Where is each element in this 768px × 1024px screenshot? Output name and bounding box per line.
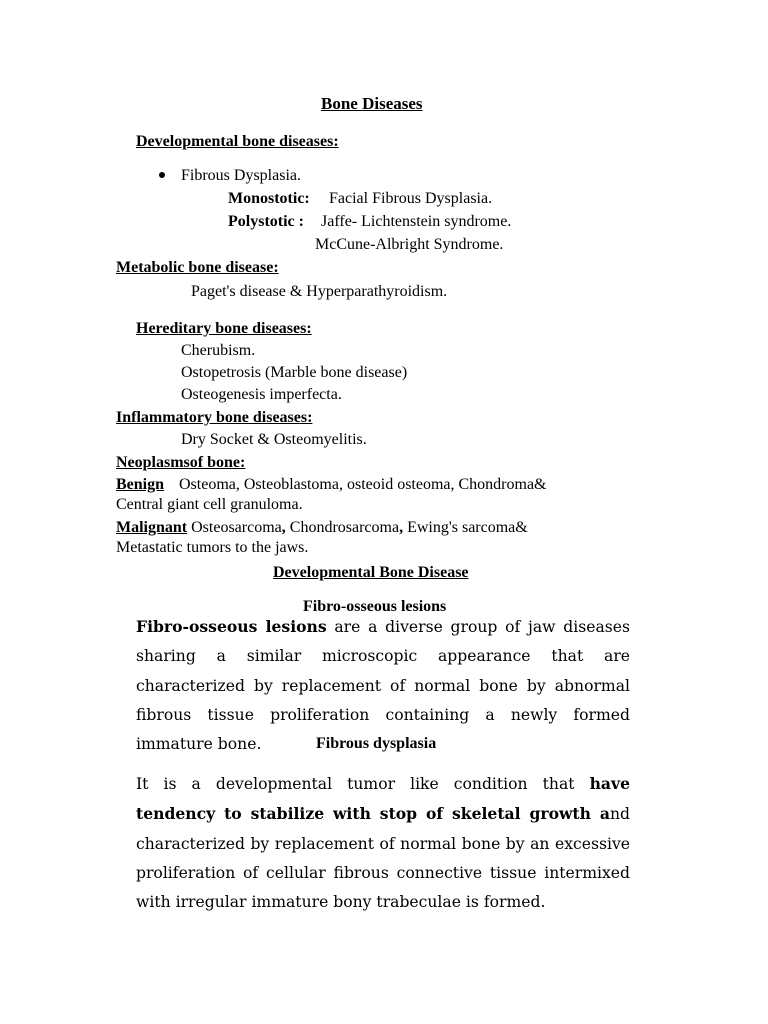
- inflammatory-text: Dry Socket & Osteomyelitis.: [181, 431, 367, 448]
- malignant-item: Ewing's sarcoma&: [407, 519, 528, 536]
- malignant-item: Osteosarcoma: [191, 519, 282, 536]
- bullet-icon: [159, 172, 165, 178]
- hereditary-heading: Hereditary bone diseases:: [136, 320, 312, 337]
- inflammatory-heading: Inflammatory bone diseases:: [116, 409, 313, 426]
- malignant-line: Malignant Osteosarcoma, Chondrosarcoma, Ewing's sarcoma&: [116, 519, 528, 536]
- neoplasms-heading: Neoplasmsof bone:: [116, 454, 246, 471]
- malignant-text-2: Metastatic tumors to the jaws.: [116, 539, 309, 556]
- fibrous-dysplasia-item: Fibrous Dysplasia.: [181, 167, 301, 184]
- hereditary-item: Osteogenesis imperfecta.: [181, 386, 342, 403]
- fibro-osseous-text: are a diverse group of jaw diseases sharing a similar microscopic appearance that are characterized by replacement of normal bone by abnormal fibrous tissue proliferation containing a newly formed immature bone.: [136, 618, 630, 754]
- monostotic-text: Facial Fibrous Dysplasia.: [329, 190, 493, 207]
- hereditary-item: Cherubism.: [181, 342, 256, 359]
- fibrous-dysplasia-text-b: nd characterized by replacement of normal bone by an excessive proliferation of cellular fibrous connective tissue intermixed with irregular immature bony trabeculae is formed.: [136, 805, 630, 912]
- polystotic-label: Polystotic :: [228, 213, 304, 230]
- monostotic-label: Monostotic:: [228, 190, 310, 207]
- developmental-heading: Developmental bone diseases:: [136, 133, 339, 150]
- malignant-label: Malignant: [116, 519, 188, 536]
- hereditary-item: Ostopetrosis (Marble bone disease): [181, 364, 408, 381]
- metabolic-heading: Metabolic bone disease:: [116, 259, 279, 276]
- polystotic-text: Jaffe- Lichtenstein syndrome.: [321, 213, 512, 230]
- section-heading: Developmental Bone Disease: [273, 564, 469, 581]
- subheading-fibrous-dysplasia: Fibrous dysplasia: [316, 735, 437, 752]
- subheading-fibro-osseous: Fibro-osseous lesions: [303, 598, 447, 615]
- fibrous-dysplasia-text-a: It is a developmental tumor like condition that: [136, 775, 590, 793]
- malignant-item: Chondrosarcoma: [289, 519, 400, 536]
- benign-text: Osteoma, Osteoblastoma, osteoid osteoma, Chondroma&: [179, 476, 547, 493]
- polystotic-text-2: McCune-Albright Syndrome.: [315, 236, 504, 253]
- benign-label: Benign: [116, 476, 165, 493]
- metabolic-text: Paget's disease & Hyperparathyroidism.: [191, 283, 448, 300]
- benign-text-2: Central giant cell granuloma.: [116, 496, 303, 513]
- fibrous-dysplasia-paragraph: [136, 769, 630, 917]
- fibro-osseous-term: Fibro-osseous lesions: [136, 617, 327, 636]
- fibrous-dysplasia-bold: have tendency to stabilize with stop of skeletal growth a: [136, 774, 630, 824]
- page-title: Bone Diseases: [321, 94, 423, 113]
